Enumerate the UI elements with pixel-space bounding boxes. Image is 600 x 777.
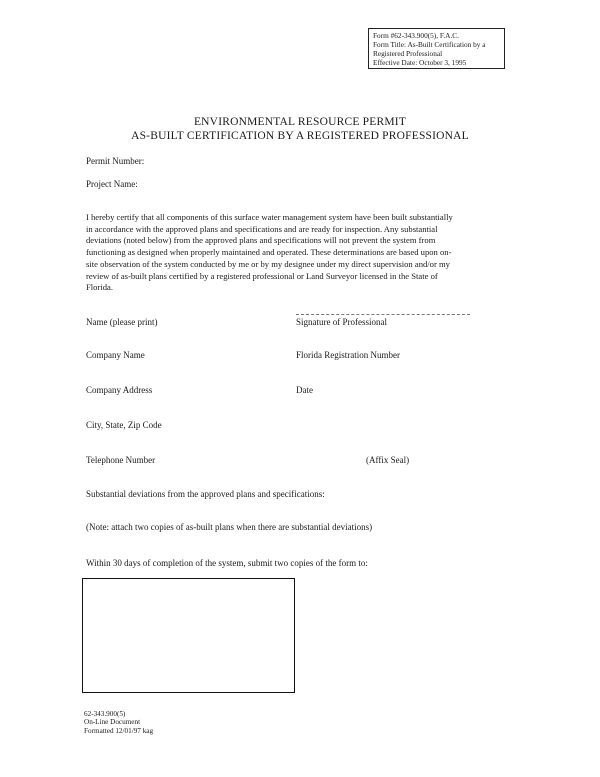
- attach-note: (Note: attach two copies of as-built plans when there are substantial deviations): [86, 522, 373, 532]
- city-state-zip-label: City, State, Zip Code: [86, 420, 162, 430]
- certification-line: Florida.: [86, 282, 113, 293]
- form-number: Form #62-343.900(5), F.A.C.: [373, 31, 459, 40]
- permit-number-label: Permit Number:: [86, 156, 145, 166]
- signature-line[interactable]: [296, 314, 470, 315]
- deviations-label: Substantial deviations from the approved plans and specifications:: [86, 489, 325, 499]
- project-name-label: Project Name:: [86, 179, 138, 189]
- footer-form-number: 62-343.900(5): [84, 710, 126, 718]
- registration-number-label: Florida Registration Number: [296, 350, 400, 360]
- effective-date: Effective Date: October 3, 1995: [373, 58, 467, 67]
- affix-seal-label: (Affix Seal): [366, 455, 410, 465]
- certification-line: site observation of the system conducted by me or by my designee under my direct supervision and/or my: [86, 258, 450, 269]
- certification-line: deviations (noted below) from the approved plans and specifications will not prevent the system from: [86, 235, 436, 246]
- name-label: Name (please print): [86, 317, 158, 327]
- certification-line: I hereby certify that all components of this surface water management system have been built substantially: [86, 212, 453, 222]
- date-label: Date: [296, 385, 313, 395]
- form-info-box: [368, 28, 505, 69]
- signature-label: Signature of Professional: [296, 317, 387, 327]
- company-address-label: Company Address: [86, 385, 153, 395]
- submission-address-box: [82, 578, 295, 693]
- submit-instructions: Within 30 days of completion of the system, submit two copies of the form to:: [86, 558, 368, 568]
- form-title-line1: Form Title: As-Built Certification by a: [373, 40, 486, 49]
- footer-online-document: On-Line Document: [84, 718, 141, 727]
- company-name-label: Company Name: [86, 350, 145, 360]
- certification-line: functioning as designed when properly maintained and operated. These determinations are based upon on-: [86, 247, 452, 258]
- footer-formatted: Formatted 12/01/97 kag: [84, 726, 154, 735]
- form-title-line2: Registered Professional: [373, 49, 443, 58]
- certification-paragraph: [86, 212, 498, 294]
- certification-line: review of as-built plans certified by a registered professional or Land Surveyor licensed in the State of: [86, 270, 438, 281]
- page-title: ENVIRONMENTAL RESOURCE PERMIT: [193, 116, 407, 128]
- certification-line: in accordance with the approved plans and specifications and are ready for inspection. Any substantial: [86, 223, 438, 234]
- page-subtitle: AS-BUILT CERTIFICATION BY A REGISTERED PROFESSIONAL: [131, 130, 469, 142]
- telephone-label: Telephone Number: [86, 455, 156, 465]
- footer: [84, 710, 153, 735]
